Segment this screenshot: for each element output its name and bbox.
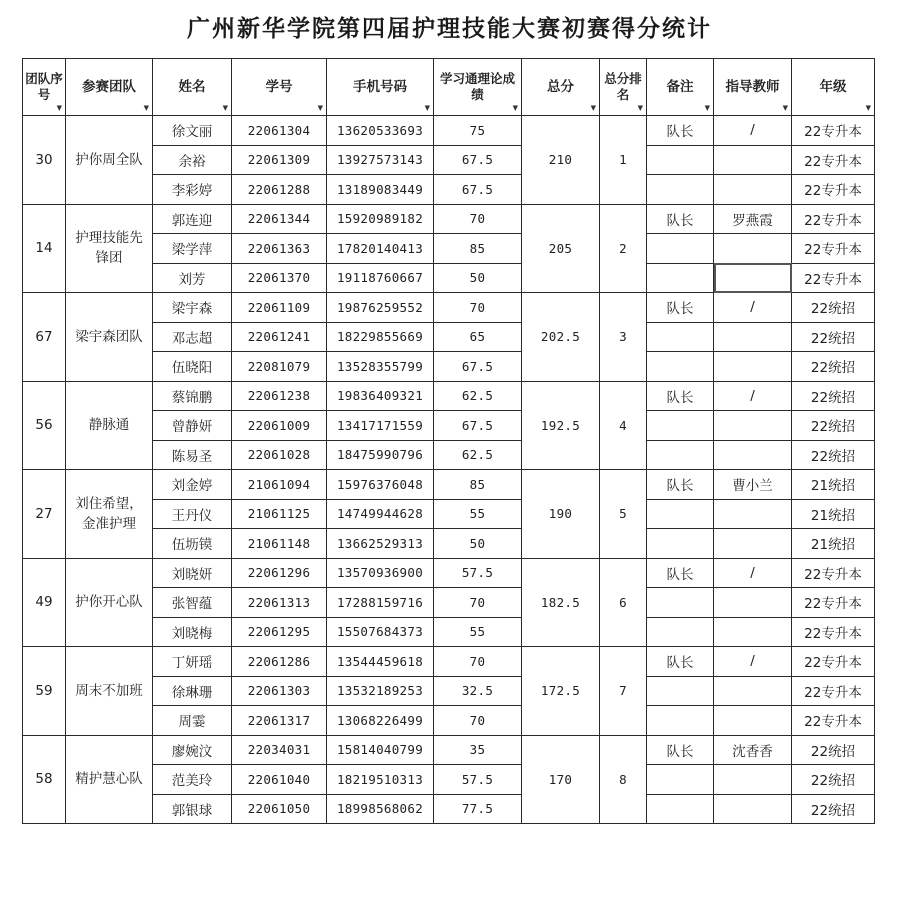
grade-cell[interactable]: 22专升本 [792,558,875,588]
phone-cell[interactable]: 13927573143 [327,145,434,175]
grade-cell[interactable]: 22专升本 [792,647,875,677]
student-id-cell[interactable]: 21061094 [232,470,327,500]
note-cell[interactable] [647,322,714,352]
member-name-cell[interactable]: 曾静妍 [153,411,232,441]
grade-cell[interactable]: 22专升本 [792,617,875,647]
teacher-cell[interactable]: 曹小兰 [714,470,792,500]
teacher-cell[interactable] [714,440,792,470]
total-score-cell[interactable]: 190 [522,470,600,559]
team-seq-cell[interactable]: 30 [23,116,66,205]
member-name-cell[interactable]: 丁妍瑶 [153,647,232,677]
note-cell[interactable]: 队长 [647,558,714,588]
teacher-cell[interactable] [714,263,792,293]
student-id-cell[interactable]: 22061050 [232,794,327,824]
rank-cell[interactable]: 6 [600,558,647,647]
grade-cell[interactable]: 22专升本 [792,234,875,264]
member-name-cell[interactable]: 陈易圣 [153,440,232,470]
filter-dropdown-icon[interactable]: ▼ [56,104,62,112]
teacher-cell[interactable]: / [714,558,792,588]
grade-cell[interactable]: 22统招 [792,352,875,382]
header-total-label: 总分 [547,79,574,95]
member-name-cell[interactable]: 伍坜镆 [153,529,232,559]
note-cell[interactable]: 队长 [647,647,714,677]
score-table [22,58,875,824]
grade-cell[interactable]: 22专升本 [792,116,875,146]
header-teacher[interactable] [714,59,792,116]
note-cell[interactable] [647,411,714,441]
phone-cell[interactable]: 15507684373 [327,617,434,647]
member-name-cell[interactable]: 王丹仪 [153,499,232,529]
member-name-cell[interactable]: 梁学萍 [153,234,232,264]
note-cell[interactable]: 队长 [647,470,714,500]
member-name-cell[interactable]: 刘晓妍 [153,558,232,588]
filter-dropdown-icon[interactable]: ▼ [637,104,643,112]
teacher-cell[interactable] [714,617,792,647]
total-score-cell[interactable]: 205 [522,204,600,293]
phone-cell[interactable]: 19836409321 [327,381,434,411]
student-id-cell[interactable]: 22061303 [232,676,327,706]
theory-score-cell[interactable]: 50 [434,263,522,293]
member-name-cell[interactable]: 刘芳 [153,263,232,293]
student-id-cell[interactable]: 22061238 [232,381,327,411]
note-cell[interactable] [647,617,714,647]
teacher-cell[interactable] [714,765,792,795]
phone-cell[interactable]: 13417171559 [327,411,434,441]
header-id-label: 学号 [265,79,293,95]
theory-score-cell[interactable]: 55 [434,617,522,647]
filter-dropdown-icon[interactable]: ▼ [143,104,149,112]
theory-score-cell[interactable]: 77.5 [434,794,522,824]
table-row [23,204,875,234]
header-score-label: 学习通理论成绩 [439,71,515,102]
phone-cell[interactable]: 13662529313 [327,529,434,559]
rank-cell[interactable]: 4 [600,381,647,470]
grade-cell[interactable]: 22统招 [792,794,875,824]
note-cell[interactable]: 队长 [647,116,714,146]
note-cell[interactable] [647,175,714,205]
teacher-cell[interactable] [714,234,792,264]
note-cell[interactable] [647,529,714,559]
header-note[interactable] [647,59,714,116]
theory-score-cell[interactable]: 67.5 [434,145,522,175]
teacher-cell[interactable]: / [714,647,792,677]
student-id-cell[interactable]: 22061304 [232,116,327,146]
phone-cell[interactable]: 15920989182 [327,204,434,234]
rank-cell[interactable]: 7 [600,647,647,736]
theory-score-cell[interactable]: 62.5 [434,381,522,411]
note-cell[interactable] [647,145,714,175]
phone-cell[interactable]: 17288159716 [327,588,434,618]
filter-dropdown-icon[interactable]: ▼ [512,104,518,112]
theory-score-cell[interactable]: 70 [434,293,522,323]
theory-score-cell[interactable]: 75 [434,116,522,146]
student-id-cell[interactable]: 22034031 [232,735,327,765]
rank-cell[interactable]: 8 [600,735,647,824]
table-row [23,293,875,323]
header-score[interactable] [434,59,522,116]
teacher-cell[interactable] [714,411,792,441]
total-score-cell[interactable]: 210 [522,116,600,205]
header-name-label: 姓名 [178,79,206,95]
phone-cell[interactable]: 13068226499 [327,706,434,736]
phone-cell[interactable]: 19118760667 [327,263,434,293]
note-cell[interactable] [647,352,714,382]
note-cell[interactable] [647,440,714,470]
rank-cell[interactable]: 5 [600,470,647,559]
team-name-cell[interactable]: 静脉通 [66,381,153,470]
filter-dropdown-icon[interactable]: ▼ [317,104,323,112]
phone-cell[interactable]: 18475990796 [327,440,434,470]
member-name-cell[interactable]: 梁宇森 [153,293,232,323]
teacher-cell[interactable] [714,529,792,559]
filter-dropdown-icon[interactable]: ▼ [222,104,228,112]
note-cell[interactable] [647,794,714,824]
header-note-label: 备注 [666,79,694,95]
grade-cell[interactable]: 22统招 [792,440,875,470]
grade-cell[interactable]: 21统招 [792,529,875,559]
header-phone[interactable] [327,59,434,116]
theory-score-cell[interactable]: 35 [434,735,522,765]
table-body [23,116,875,824]
teacher-cell[interactable] [714,499,792,529]
table-row [23,470,875,500]
phone-cell[interactable]: 13620533693 [327,116,434,146]
total-score-cell[interactable]: 202.5 [522,293,600,382]
student-id-cell[interactable]: 22061370 [232,263,327,293]
member-name-cell[interactable]: 李彩婷 [153,175,232,205]
table-row [23,558,875,588]
grade-cell[interactable]: 22专升本 [792,706,875,736]
phone-cell[interactable]: 13532189253 [327,676,434,706]
table-row [23,735,875,765]
student-id-cell[interactable]: 22061109 [232,293,327,323]
note-cell[interactable]: 队长 [647,293,714,323]
phone-cell[interactable]: 18219510313 [327,765,434,795]
header-team[interactable] [66,59,153,116]
student-id-cell[interactable]: 22081079 [232,352,327,382]
team-seq-cell[interactable]: 59 [23,647,66,736]
rank-cell[interactable]: 2 [600,204,647,293]
student-id-cell[interactable]: 22061295 [232,617,327,647]
filter-dropdown-icon[interactable]: ▼ [865,104,871,112]
rank-cell[interactable]: 1 [600,116,647,205]
note-cell[interactable] [647,263,714,293]
student-id-cell[interactable]: 22061241 [232,322,327,352]
teacher-cell[interactable] [714,352,792,382]
filter-dropdown-icon[interactable]: ▼ [424,104,430,112]
table-row [23,647,875,677]
theory-score-cell[interactable]: 85 [434,234,522,264]
note-cell[interactable] [647,234,714,264]
teacher-cell[interactable]: / [714,381,792,411]
teacher-cell[interactable] [714,794,792,824]
student-id-cell[interactable]: 22061309 [232,145,327,175]
team-name-cell[interactable]: 精护慧心队 [66,735,153,824]
grade-cell[interactable]: 22专升本 [792,145,875,175]
student-id-cell[interactable]: 22061288 [232,175,327,205]
member-name-cell[interactable]: 徐文丽 [153,116,232,146]
teacher-cell[interactable]: / [714,293,792,323]
teacher-cell[interactable]: 罗燕霞 [714,204,792,234]
theory-score-cell[interactable]: 70 [434,204,522,234]
team-name-cell[interactable]: 梁宇森团队 [66,293,153,382]
grade-cell[interactable]: 22统招 [792,765,875,795]
total-score-cell[interactable]: 182.5 [522,558,600,647]
member-name-cell[interactable]: 张智蕴 [153,588,232,618]
page-title: 广州新华学院第四届护理技能大赛初赛得分统计 [187,15,712,42]
rank-cell[interactable]: 3 [600,293,647,382]
team-name-cell[interactable]: 护你开心队 [66,558,153,647]
header-name[interactable] [153,59,232,116]
header-team-label: 参赛团队 [82,79,136,95]
header-row [23,59,875,116]
header-seq[interactable] [23,59,66,116]
header-id[interactable] [232,59,327,116]
grade-cell[interactable]: 22统招 [792,735,875,765]
team-name-cell[interactable]: 护你周全队 [66,116,153,205]
note-cell[interactable] [647,499,714,529]
member-name-cell[interactable]: 范美玲 [153,765,232,795]
header-seq-label: 团队序号 [25,71,63,102]
member-name-cell[interactable]: 徐琳珊 [153,676,232,706]
grade-cell[interactable]: 22专升本 [792,676,875,706]
table-row [23,116,875,146]
filter-dropdown-icon[interactable]: ▼ [704,104,710,112]
note-cell[interactable] [647,765,714,795]
header-teacher-label: 指导教师 [725,79,780,95]
team-seq-cell[interactable]: 58 [23,735,66,824]
member-name-cell[interactable]: 廖婉汶 [153,735,232,765]
phone-cell[interactable]: 13528355799 [327,352,434,382]
theory-score-cell[interactable]: 67.5 [434,175,522,205]
phone-cell[interactable]: 13570936900 [327,558,434,588]
team-seq-cell[interactable]: 14 [23,204,66,293]
header-grade[interactable] [792,59,875,116]
member-name-cell[interactable]: 周霎 [153,706,232,736]
filter-dropdown-icon[interactable]: ▼ [590,104,596,112]
teacher-cell[interactable]: / [714,116,792,146]
theory-score-cell[interactable]: 85 [434,470,522,500]
team-name-cell[interactable]: 周末不加班 [66,647,153,736]
student-id-cell[interactable]: 22061313 [232,588,327,618]
phone-cell[interactable]: 19876259552 [327,293,434,323]
student-id-cell[interactable]: 22061317 [232,706,327,736]
student-id-cell[interactable]: 21061125 [232,499,327,529]
theory-score-cell[interactable]: 57.5 [434,558,522,588]
note-cell[interactable]: 队长 [647,381,714,411]
phone-cell[interactable]: 14749944628 [327,499,434,529]
theory-score-cell[interactable]: 70 [434,588,522,618]
phone-cell[interactable]: 15814040799 [327,735,434,765]
team-seq-cell[interactable]: 67 [23,293,66,382]
filter-dropdown-icon[interactable]: ▼ [782,104,788,112]
theory-score-cell[interactable]: 67.5 [434,411,522,441]
team-seq-cell[interactable]: 49 [23,558,66,647]
team-seq-cell[interactable]: 56 [23,381,66,470]
theory-score-cell[interactable]: 65 [434,322,522,352]
theory-score-cell[interactable]: 50 [434,529,522,559]
student-id-cell[interactable]: 21061148 [232,529,327,559]
total-score-cell[interactable]: 170 [522,735,600,824]
member-name-cell[interactable]: 邓志超 [153,322,232,352]
team-seq-cell[interactable]: 27 [23,470,66,559]
phone-cell[interactable]: 13189083449 [327,175,434,205]
note-cell[interactable]: 队长 [647,735,714,765]
grade-cell[interactable]: 22专升本 [792,175,875,205]
total-score-cell[interactable]: 192.5 [522,381,600,470]
grade-cell[interactable]: 21统招 [792,470,875,500]
phone-cell[interactable]: 18229855669 [327,322,434,352]
member-name-cell[interactable]: 蔡锦鹏 [153,381,232,411]
teacher-cell[interactable] [714,322,792,352]
phone-cell[interactable]: 17820140413 [327,234,434,264]
student-id-cell[interactable]: 22061344 [232,204,327,234]
note-cell[interactable] [647,676,714,706]
theory-score-cell[interactable]: 70 [434,647,522,677]
student-id-cell[interactable]: 22061040 [232,765,327,795]
theory-score-cell[interactable]: 67.5 [434,352,522,382]
member-name-cell[interactable]: 刘晓梅 [153,617,232,647]
student-id-cell[interactable]: 22061296 [232,558,327,588]
student-id-cell[interactable]: 22061009 [232,411,327,441]
grade-cell[interactable]: 22统招 [792,411,875,441]
student-id-cell[interactable]: 22061286 [232,647,327,677]
phone-cell[interactable]: 15976376048 [327,470,434,500]
teacher-cell[interactable] [714,706,792,736]
header-phone-label: 手机号码 [353,79,407,95]
teacher-cell[interactable]: 沈香香 [714,735,792,765]
phone-cell[interactable]: 13544459618 [327,647,434,677]
grade-cell[interactable]: 22统招 [792,293,875,323]
teacher-cell[interactable] [714,676,792,706]
theory-score-cell[interactable]: 70 [434,706,522,736]
table-row [23,381,875,411]
teacher-cell[interactable] [714,145,792,175]
teacher-cell[interactable] [714,175,792,205]
student-id-cell[interactable]: 22061363 [232,234,327,264]
header-grade-label: 年级 [819,79,847,95]
grade-cell[interactable]: 22统招 [792,322,875,352]
header-rank[interactable] [600,59,647,116]
grade-cell[interactable]: 22专升本 [792,588,875,618]
team-name-cell[interactable]: 刘住希望，金准护理 [66,470,153,559]
note-cell[interactable]: 队长 [647,204,714,234]
member-name-cell[interactable]: 余裕 [153,145,232,175]
header-rank-label: 总分排名 [604,71,642,102]
team-name-cell[interactable]: 护理技能先锋团 [66,204,153,293]
total-score-cell[interactable]: 172.5 [522,647,600,736]
phone-cell[interactable]: 18998568062 [327,794,434,824]
header-total[interactable] [522,59,600,116]
member-name-cell[interactable]: 伍晓阳 [153,352,232,382]
grade-cell[interactable]: 22专升本 [792,263,875,293]
note-cell[interactable] [647,588,714,618]
theory-score-cell[interactable]: 62.5 [434,440,522,470]
theory-score-cell[interactable]: 55 [434,499,522,529]
theory-score-cell[interactable]: 32.5 [434,676,522,706]
teacher-cell[interactable] [714,588,792,618]
note-cell[interactable] [647,706,714,736]
student-id-cell[interactable]: 22061028 [232,440,327,470]
member-name-cell[interactable]: 郭银球 [153,794,232,824]
theory-score-cell[interactable]: 57.5 [434,765,522,795]
grade-cell[interactable]: 21统招 [792,499,875,529]
member-name-cell[interactable]: 刘金婷 [153,470,232,500]
grade-cell[interactable]: 22统招 [792,381,875,411]
member-name-cell[interactable]: 郭连迎 [153,204,232,234]
grade-cell[interactable]: 22专升本 [792,204,875,234]
